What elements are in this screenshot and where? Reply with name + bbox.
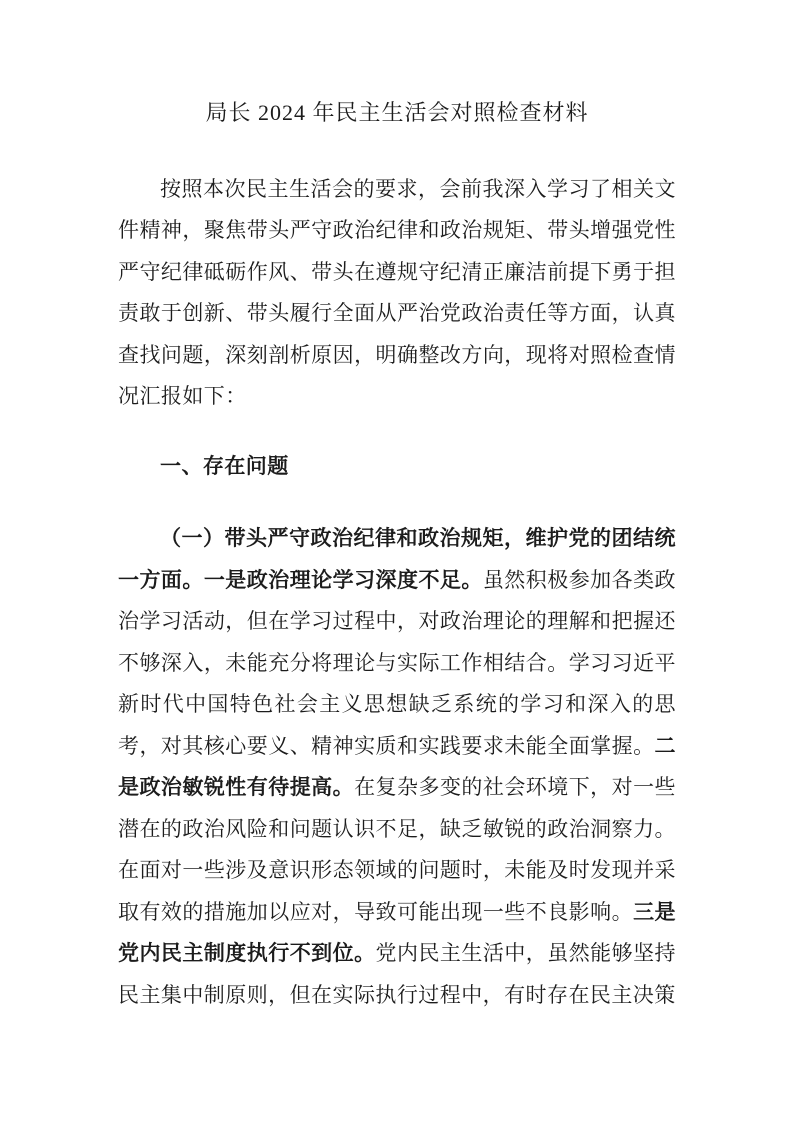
document-title: 局长 2024 年民主生活会对照检查材料 <box>205 100 589 125</box>
body-run-lead-bold: （一）带头严守政治纪律和政治规矩，维护党的团结统一方面。一是政治理论学习深度不足。 <box>118 526 676 592</box>
intro-paragraph: 按照本次民主生活会的要求，会前我深入学习了相关文件精神，聚焦带头严守政治纪律和政治规矩、带头增强党性严守纪律砥砺作风、带头在遵规守纪清正廉洁前提下勇于担责敢于创新、带头履行全面从严治党政治责任等方面，认真查找问题，深刻剖析原因，明确整改方向，现将对照检查情况汇报如下： <box>118 176 676 408</box>
body-run-political-acuity-detail: 在复杂多变的社会环境下，对一些潜在的政治风险和问题认识不足，缺乏敏锐的政治洞察力。在面对一些涉及意识形态领域的问题时，未能及时发现并采取有效的措施加以应对，导致可能出现一些不良影响。 <box>118 775 677 924</box>
section-heading-problems: 一、存在问题 <box>160 453 289 478</box>
body-run-theory-study: 虽然积极参加各类政治学习活动，但在学习过程中，对政治理论的理解和把握还不够深入，未能充分将理论与实际工作相结合。学习习近平新时代中国特色社会主义思想缺乏系统的学习和深入的思考，对其核心要义、精神实质和实践要求未能全面掌握。 <box>118 567 676 758</box>
body-run-party-democracy-detail: 党内民主生活中，虽然能够坚持民主集中制原则，但在实际执行过程中，有时存在民主决策 <box>118 941 676 1007</box>
body-paragraph <box>118 518 676 1016</box>
body-run-party-democracy-bold: 三是党内民主制度执行不到位。 <box>118 899 676 965</box>
body-run-political-acuity-bold: 二是政治敏锐性有待提高。 <box>118 733 676 799</box>
